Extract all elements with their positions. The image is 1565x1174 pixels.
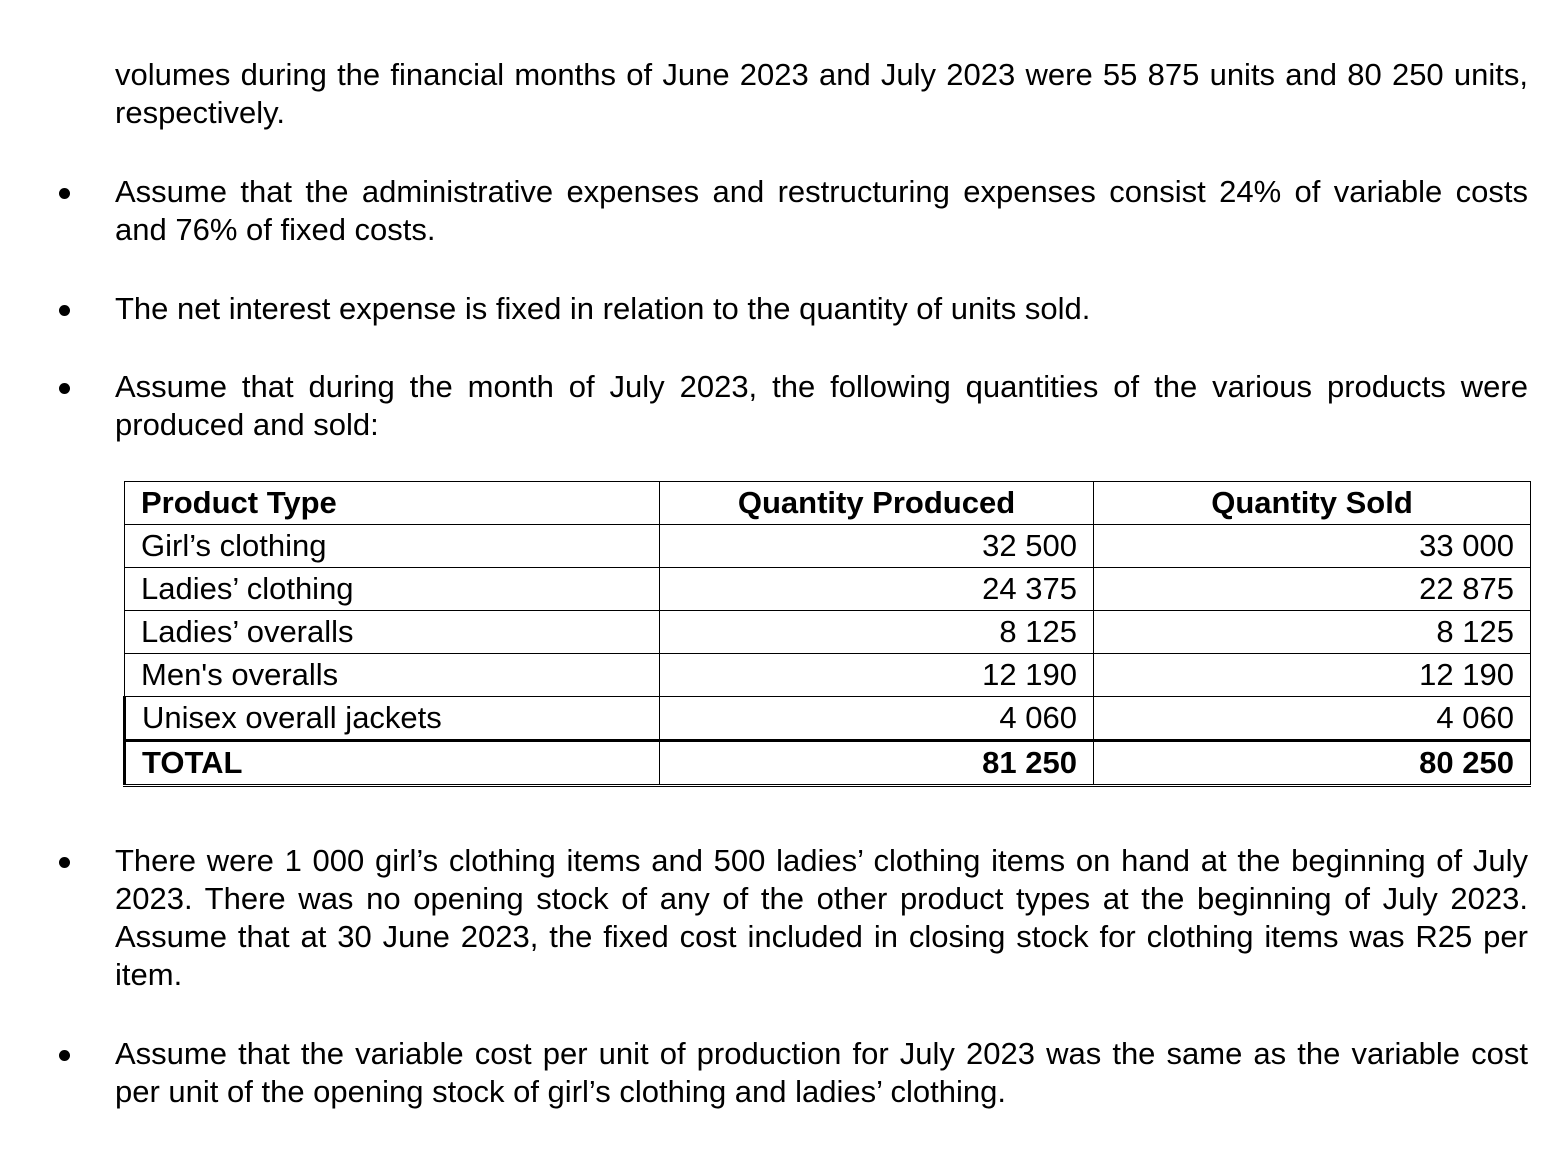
- product-name: Ladies’ clothing: [125, 568, 660, 611]
- table-row: [125, 611, 1531, 654]
- bullet-text-quantities-intro: Assume that during the month of July 2023, the following quantities of the various products were produced and sold:: [115, 369, 1528, 442]
- intro-paragraph: volumes during the financial months of June 2023 and July 2023 were 55 875 units and 80 250 units, respectively.: [115, 57, 1528, 130]
- quantity-produced: 24 375: [660, 568, 1094, 611]
- quantity-produced: 32 500: [660, 525, 1094, 568]
- bullet-text-opening-stock: There were 1 000 girl’s clothing items and 500 ladies’ clothing items on hand at the beginning of July 2023. There was no opening stock of any of the other product types at the beginning of July 2023. Assume that at 30 June 2023, the fixed cost included in closing stock for clothing items was R25 per item.: [115, 843, 1528, 992]
- quantity-produced: 12 190: [660, 654, 1094, 697]
- table-row: [125, 697, 1531, 741]
- total-label: TOTAL: [125, 741, 660, 786]
- table-row: [125, 568, 1531, 611]
- table-header-row: [125, 482, 1531, 525]
- quantity-produced: 4 060: [660, 697, 1094, 741]
- bullet-dot: [59, 1050, 70, 1061]
- header-product-type: Product Type: [125, 482, 660, 525]
- bullet-dot: [59, 383, 70, 394]
- table-row: [125, 654, 1531, 697]
- bullet-text-variable-cost: Assume that the variable cost per unit of production for July 2023 was the same as the variable cost per unit of the opening stock of girl’s clothing and ladies’ clothing.: [115, 1036, 1528, 1109]
- product-name: Men's overalls: [125, 654, 660, 697]
- quantity-sold: 33 000: [1094, 525, 1531, 568]
- total-quantity-produced: 81 250: [660, 741, 1094, 786]
- quantity-sold: 4 060: [1094, 697, 1531, 741]
- table-row: [125, 525, 1531, 568]
- product-name: Girl’s clothing: [125, 525, 660, 568]
- quantity-sold: 22 875: [1094, 568, 1531, 611]
- product-name: Ladies’ overalls: [125, 611, 660, 654]
- bullet-dot: [59, 305, 70, 316]
- bullet-dot: [59, 188, 70, 199]
- total-quantity-sold: 80 250: [1094, 741, 1531, 786]
- header-quantity-sold: Quantity Sold: [1094, 482, 1531, 525]
- quantities-table: [123, 481, 1531, 787]
- quantity-produced: 8 125: [660, 611, 1094, 654]
- quantity-sold: 8 125: [1094, 611, 1531, 654]
- bullet-text-interest-expense: The net interest expense is fixed in relation to the quantity of units sold.: [115, 291, 1091, 326]
- bullet-dot: [59, 857, 70, 868]
- product-name: Unisex overall jackets: [125, 697, 660, 741]
- table-total-row: [125, 741, 1531, 786]
- bullet-text-admin-expenses: Assume that the administrative expenses and restructuring expenses consist 24% of variable costs and 76% of fixed costs.: [115, 174, 1528, 247]
- header-quantity-produced: Quantity Produced: [660, 482, 1094, 525]
- quantity-sold: 12 190: [1094, 654, 1531, 697]
